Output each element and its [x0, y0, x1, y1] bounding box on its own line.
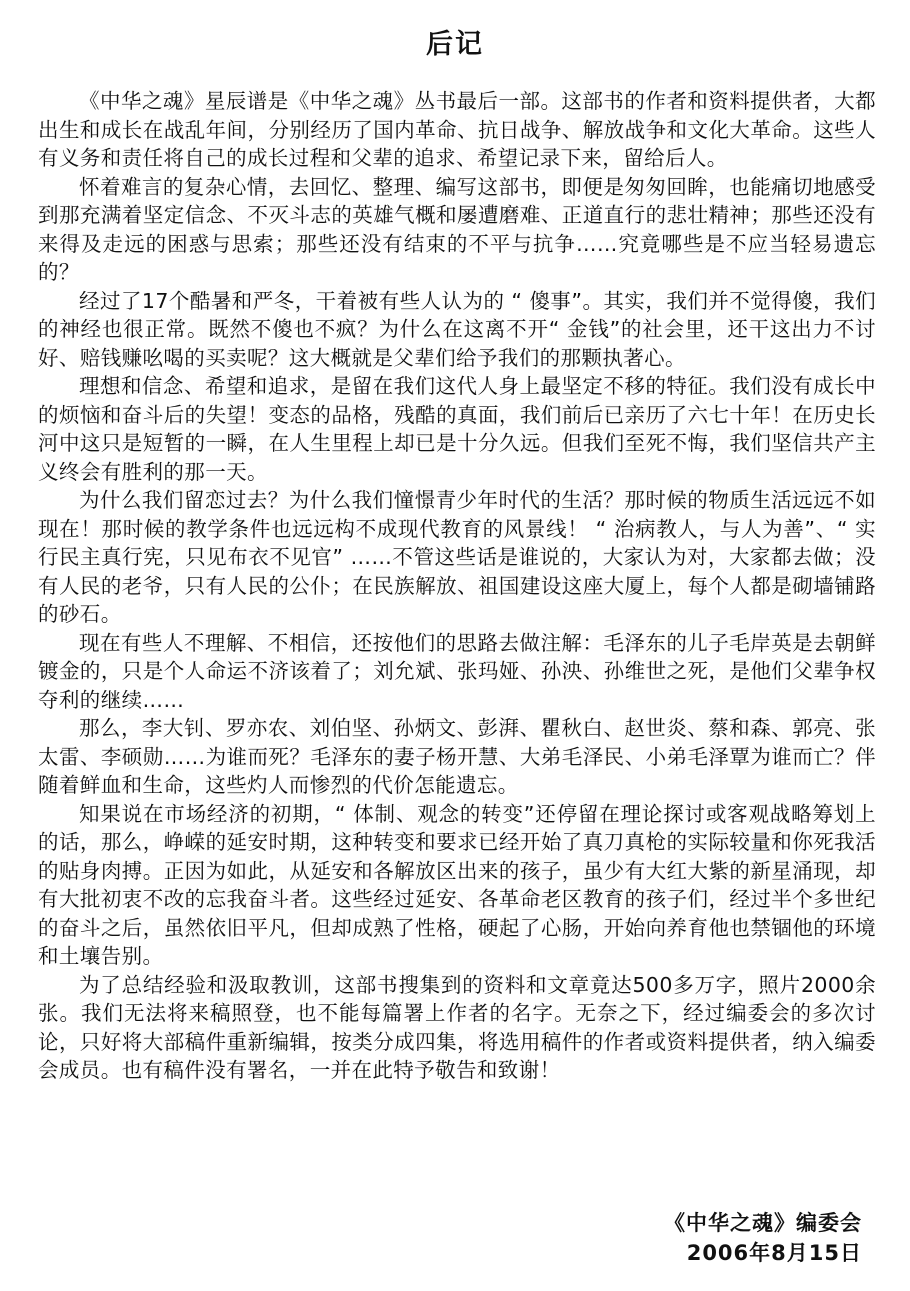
- paragraph-6: 现在有些人不理解、不相信，还按他们的思路去做注解：毛泽东的儿子毛岸英是去朝鲜镀金的，只是个人命运不济该着了；刘允斌、张玛娅、孙泱、孙维世之死，是他们父辈争权夺利的继续……: [38, 630, 876, 712]
- paragraph-2: 怀着难言的复杂心情，去回忆、整理、编写这部书，即便是匆匆回眸，也能痛切地感受到那充满着坚定信念、不灭斗志的英雄气概和屡遭磨难、正道直行的悲壮精神；那些还没有来得及走远的困惑与思索；那些还没有结束的不平与抗争……究竟哪些是不应当轻易遗忘的？: [38, 174, 876, 284]
- paragraph-5: 为什么我们留恋过去？为什么我们憧憬青少年时代的生活？那时候的物质生活远远不如现在！那时候的教学条件也远远构不成现代教育的风景线！ “ 治病教人，与人为善”、“ 实行民主真行宪，只见布衣不见官” ……不管这些话是谁说的，大家认为对，大家都去做；没有人民的老爷，只有人民的公仆；在民族解放、祖国建设这座大厦上，每个人都是砌墙铺路的砂石。: [38, 488, 876, 626]
- signature-org: 《中华之魂》编委会: [664, 1211, 862, 1235]
- paragraph-4: 理想和信念、希望和追求，是留在我们这代人身上最坚定不移的特征。我们没有成长中的烦恼和奋斗后的失望！变态的品格，残酷的真面，我们前后已亲历了六七十年！在历史长河中这只是短暂的一瞬，在人生里程上却已是十分久远。但我们至死不悔，我们坚信共产主义终会有胜利的那一天。: [38, 374, 876, 484]
- page-title: 后记: [426, 29, 484, 60]
- signature-block: [664, 1208, 862, 1268]
- paragraph-7: 那么，李大钊、罗亦农、刘伯坚、孙炳文、彭湃、瞿秋白、赵世炎、蔡和森、郭亮、张太雷、李硕勋……为谁而死？毛泽东的妻子杨开慧、大弟毛泽民、小弟毛泽覃为谁而亡？伴随着鲜血和生命，这些灼人而惨烈的代价怎能遗忘。: [38, 716, 876, 797]
- paragraph-8: 知果说在市场经济的初期，“ 体制、观念的转变”还停留在理论探讨或客观战略筹划上的话，那么，峥嵘的延安时期，这种转变和要求已经开始了真刀真枪的实际较量和你死我活的贴身肉搏。正因为如此，从延安和各解放区出来的孩子，虽少有大红大紫的新星涌现，却有大批初衷不改的忘我奋斗者。这些经过延安、各革命老区教育的孩子们，经过半个多世纪的奋斗之后，虽然依旧平凡，但却成熟了性格，硬起了心肠，开始向养育他也禁锢他的环境和土壤告别。: [38, 801, 876, 968]
- paragraph-9: 为了总结经验和汲取教训，这部书搜集到的资料和文章竟达500多万字，照片2000余张。我们无法将来稿照登，也不能每篇署上作者的名字。无奈之下，经过编委会的多次讨论，只好将大部稿件重新编辑，按类分成四集，将选用稿件的作者或资料提供者，纳入编委会成员。也有稿件没有署名，一并在此特予敬告和致谢！: [38, 972, 876, 1082]
- paragraph-1: 《中华之魂》星辰谱是《中华之魂》丛书最后一部。这部书的作者和资料提供者，大都出生和成长在战乱年间，分别经历了国内革命、抗日战争、解放战争和文化大革命。这些人有义务和责任将自己的成长过程和父辈的追求、希望记录下来，留给后人。: [38, 89, 876, 170]
- paragraph-3: 经过了17个酷暑和严冬，干着被有些人认为的 “ 傻事”。其实，我们并不觉得傻，我们的神经也很正常。既然不傻也不疯？为什么在这离不开“ 金钱”的社会里，还干这出力不讨好、赔钱赚吆喝的买卖呢？这大概就是父辈们给予我们的那颗执著心。: [38, 288, 876, 370]
- signature-date: 2006年8月15日: [686, 1241, 862, 1265]
- document-body: [38, 87, 876, 1085]
